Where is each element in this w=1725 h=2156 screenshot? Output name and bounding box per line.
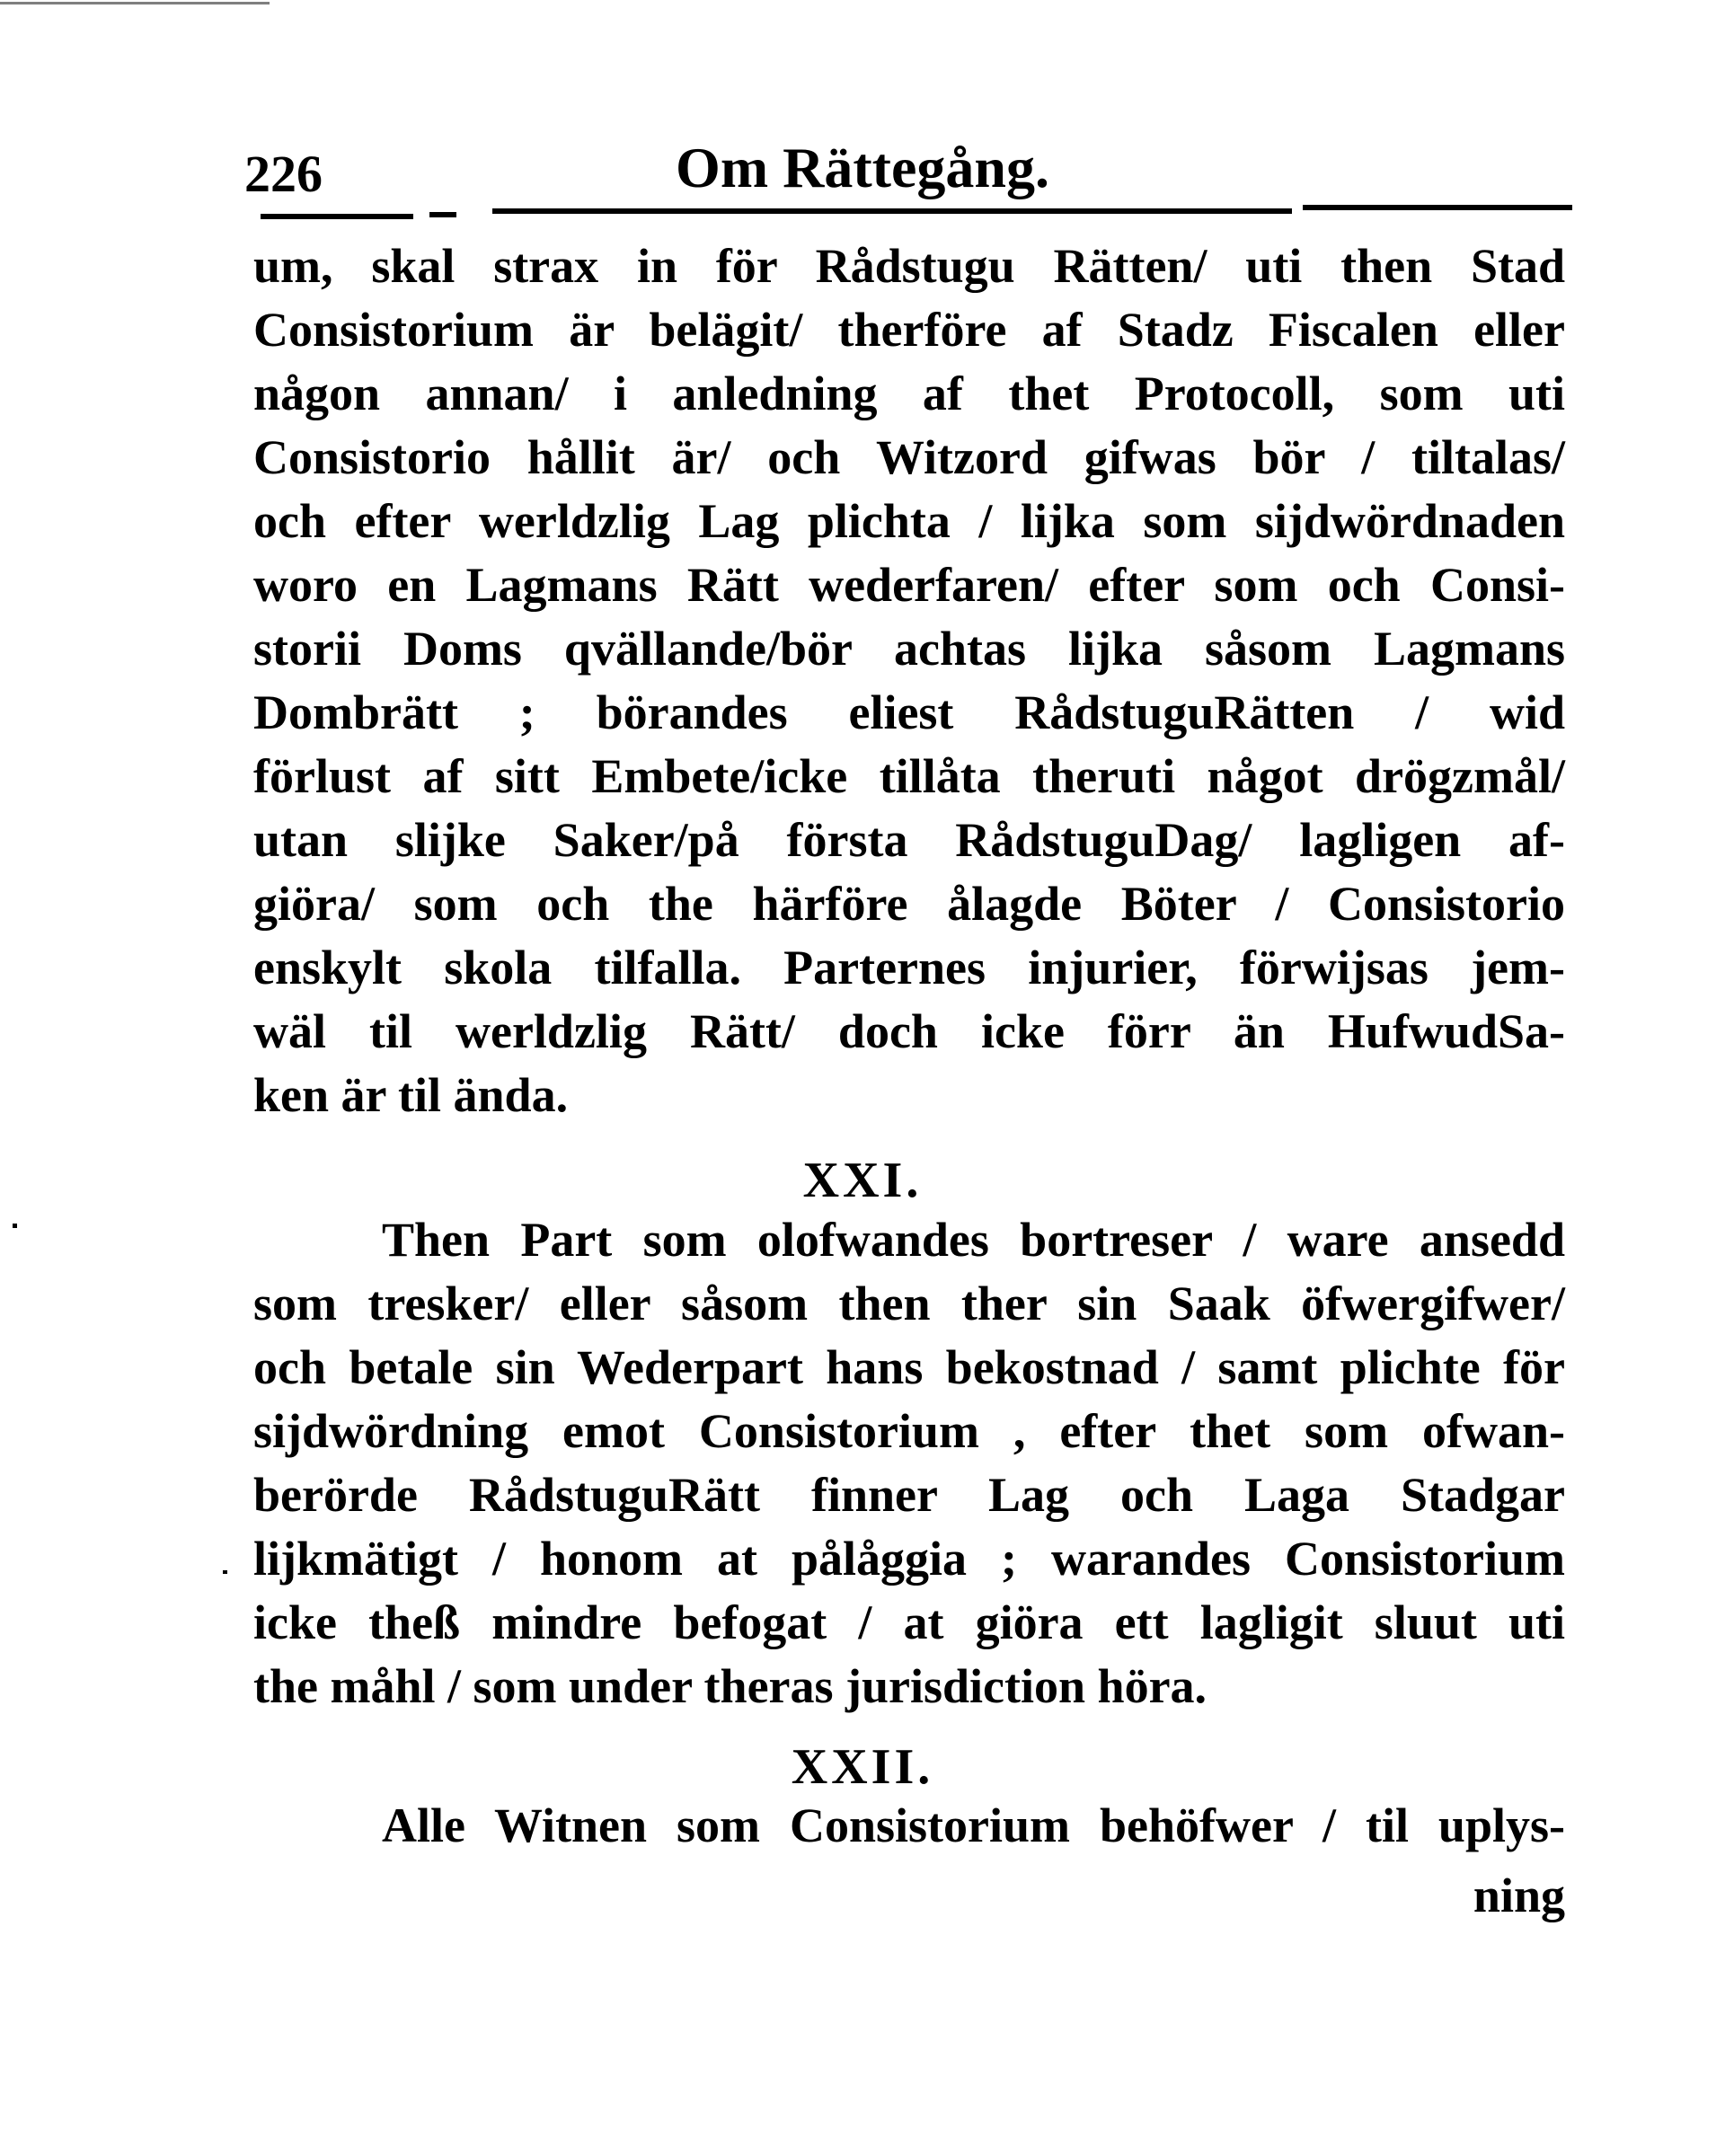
text-line: sijdwördning emot Consistorium , efter thet som ofwan-: [253, 1404, 1565, 1458]
text-line: Consistorium är belägit/ therföre af Stadz Fiscalen eller: [253, 303, 1565, 357]
text-line: och efter werldzlig Lag plichta / lijka som sijdwördnaden: [253, 494, 1565, 548]
text-line: berörde RådstuguRätt finner Lag och Laga Stadgar: [253, 1468, 1565, 1522]
section-heading-xxii: XXII.: [791, 1739, 934, 1795]
page-number: 226: [244, 145, 323, 203]
text-line: någon annan/ i anledning af thet Protocoll, som uti: [253, 367, 1565, 420]
scan-edge-noise: [0, 2, 270, 4]
text-line: woro en Lagmans Rätt wederfaren/ efter som och Consi-: [253, 558, 1565, 612]
text-line: ken är til ända.: [253, 1068, 569, 1122]
text-line: lijkmätigt / honom at pålåggia ; warandes Consistorium: [253, 1532, 1565, 1586]
header-rule: [492, 208, 1292, 214]
text-line: giöra/ som och the härföre ålagde Böter / Consistorio: [253, 877, 1565, 931]
text-line: Alle Witnen som Consistorium behöfwer / til uplys-: [382, 1798, 1565, 1852]
text-line: Dombrätt ; börandes eliest RådstuguRätten / wid: [253, 685, 1565, 739]
text-line: wäl til werldzlig Rätt/ doch icke förr än HufwudSa-: [253, 1004, 1565, 1058]
text-line: utan slijke Saker/på första RådstuguDag/ lagligen af-: [253, 813, 1565, 867]
scan-speck: [13, 1224, 17, 1228]
text-line: Then Part som olofwandes bortreser / ware ansedd: [382, 1213, 1565, 1267]
scan-speck: [223, 1570, 227, 1574]
section-heading-xxi: XXI.: [802, 1153, 923, 1208]
text-line: storii Doms qvällande/bör achtas lijka såsom Lagmans: [253, 622, 1565, 676]
text-line: enskylt skola tilfalla. Parternes injurier, förwijsas jem-: [253, 941, 1565, 994]
text-line: Consistorio hållit är/ och Witzord gifwas bör / tiltalas/: [253, 430, 1565, 484]
text-line: och betale sin Wederpart hans bekostnad / samt plichte för: [253, 1340, 1565, 1394]
running-title: Om Rättegång.: [676, 136, 1049, 199]
header-rule: [1303, 205, 1572, 210]
catchword: ning: [1473, 1869, 1565, 1922]
text-line: the måhl / som under theras jurisdiction höra.: [253, 1659, 1208, 1713]
text-line: um, skal strax in för Rådstugu Rätten/ uti then Stad: [253, 239, 1565, 293]
header-rule: [429, 212, 456, 217]
text-line: förlust af sitt Embete/icke tillåta theruti något drögzmål/: [253, 749, 1565, 803]
text-line: som tresker/ eller såsom then ther sin Saak öfwergifwer/: [253, 1277, 1565, 1330]
header-rule: [261, 214, 413, 219]
text-line: icke theß mindre befogat / at giöra ett lagligit sluut uti: [253, 1595, 1565, 1649]
